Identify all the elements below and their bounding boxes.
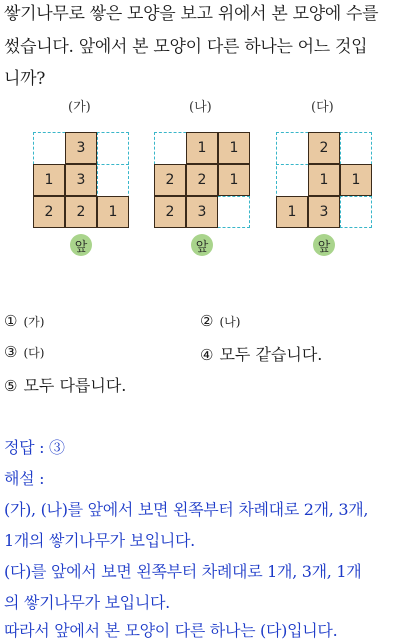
figure-label-ga: (가) [68,100,91,115]
question-line-3: 니까? [4,69,46,89]
choice-number: ① [4,312,18,330]
front-badge: 앞 [313,234,335,256]
figure-da-grid [276,132,372,228]
choice-text: 모두 다릅니다. [23,376,127,395]
choice-number: ④ [200,346,214,364]
cube-cell: 3 [65,132,97,164]
cube-cell: 1 [218,164,250,196]
cube-cell: 1 [97,196,129,228]
choice-text: 모두 같습니다. [219,345,323,364]
cube-cell: 1 [218,132,250,164]
figure-label-da: (다) [311,100,334,115]
question-line-1: 쌓기나무로 쌓은 모양을 보고 위에서 본 모양에 수를 [4,4,379,24]
explanation-line: 의 쌓기나무가 보입니다. [4,593,170,612]
cube-cell: 2 [154,164,186,196]
choice-text: (가) [23,315,45,329]
figure-label-na: (나) [189,100,212,115]
front-badge: 앞 [70,234,92,256]
figure-ga-grid [33,132,129,228]
choice-4[interactable] [200,342,322,365]
choice-1[interactable] [4,311,44,330]
choice-number: ⑤ [4,377,18,395]
cube-cell: 1 [308,164,340,196]
explanation-line: (다)를 앞에서 보면 왼쪽부터 차례대로 1개, 3개, 1개 [4,562,362,581]
figure-na-grid [154,132,250,228]
cube-cell: 3 [65,164,97,196]
cube-cell: 1 [276,196,308,228]
answer-label: 정답 : ③ [4,438,65,457]
cube-cell: 3 [186,196,218,228]
explanation-title: 해설 : [4,469,45,488]
choice-text: (다) [23,346,45,360]
cube-cell: 1 [186,132,218,164]
cube-cell: 2 [308,132,340,164]
explanation-line: (가), (나)를 앞에서 보면 왼쪽부터 차례대로 2개, 3개, [4,500,369,519]
cube-cell: 2 [65,196,97,228]
choice-text: (나) [219,315,241,329]
explanation-line: 따라서 앞에서 본 모양이 다른 하나는 (다)입니다. [4,621,338,640]
choice-5[interactable] [4,373,126,396]
front-badge: 앞 [191,234,213,256]
choice-2[interactable] [200,311,240,330]
cube-cell: 2 [33,196,65,228]
explanation-line: 1개의 쌓기나무가 보입니다. [4,531,195,550]
cube-cell: 1 [340,164,372,196]
choice-number: ③ [4,343,18,361]
choice-3[interactable] [4,342,44,361]
choice-number: ② [200,312,214,330]
cube-cell: 1 [33,164,65,196]
cube-cell: 2 [186,164,218,196]
question-line-2: 썼습니다. 앞에서 본 모양이 다른 하나는 어느 것입 [4,37,368,57]
cube-cell: 2 [154,196,186,228]
cube-cell: 3 [308,196,340,228]
